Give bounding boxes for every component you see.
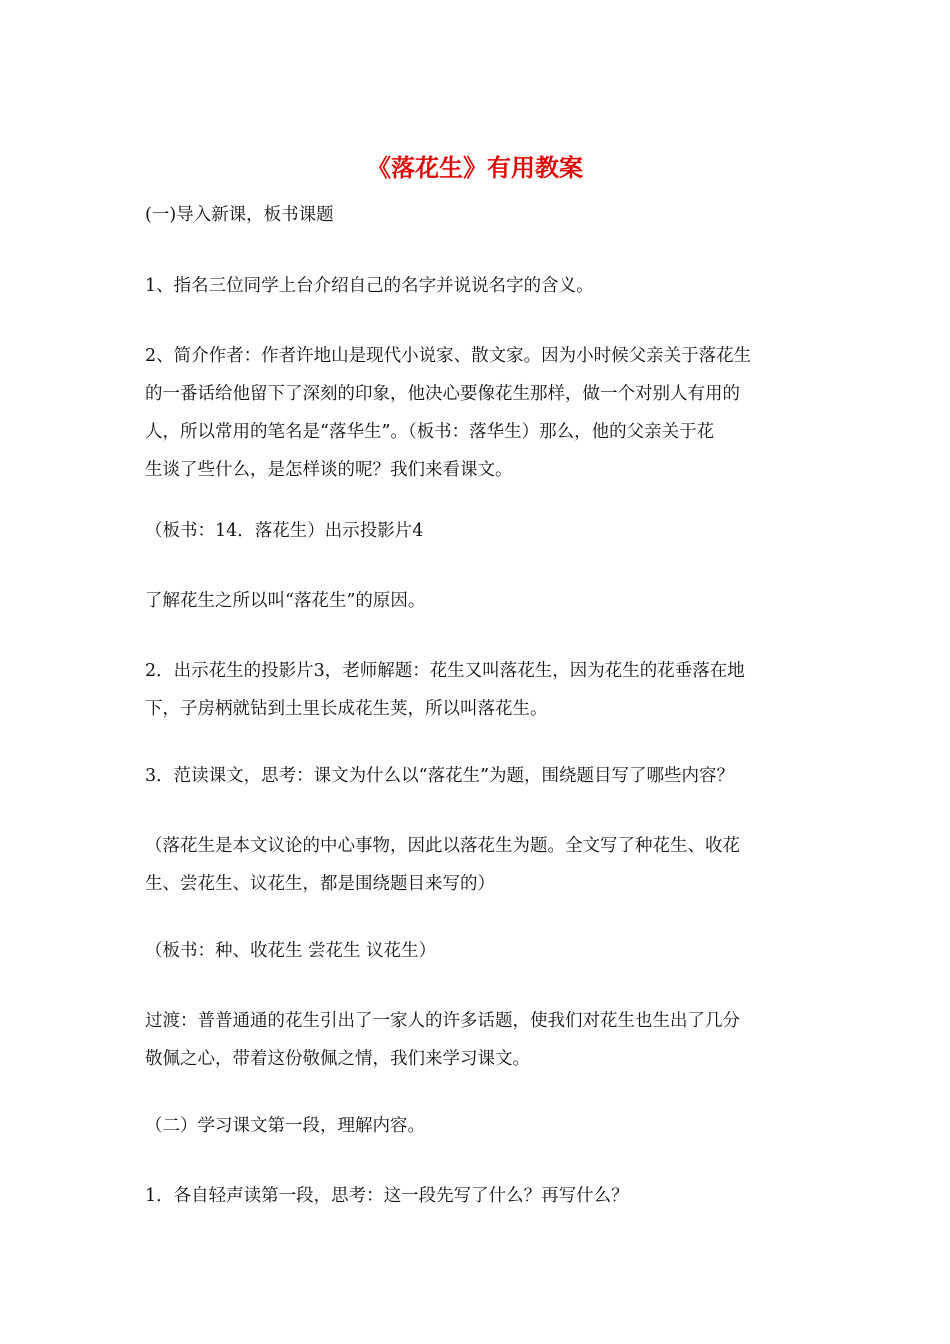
paragraph-section-two-item-1 — [145, 1177, 815, 1215]
paragraph-board-note — [145, 512, 815, 550]
paragraph-line: 2．出示花生的投影片3，老师解题：花生又叫落花生，因为花生的花垂落在地 — [145, 661, 745, 681]
paragraph-line: 人，所以常用的笔名是“落华生”。（板书：落华生）那么，他的父亲关于花 — [145, 422, 715, 442]
paragraph-answer — [145, 827, 815, 903]
paragraph-read-think — [145, 757, 815, 795]
paragraph-section-two-heading — [145, 1107, 815, 1145]
paragraph-reason — [145, 582, 815, 620]
paragraph-line: （二）学习课文第一段，理解内容。 — [145, 1116, 425, 1136]
paragraph-transition — [145, 1002, 815, 1078]
paragraph-line: 1、指名三位同学上台介绍自己的名字并说说名字的含义。 — [145, 276, 594, 296]
paragraph-line: 1．各自轻声读第一段，思考：这一段先写了什么？再写什么？ — [145, 1186, 629, 1206]
paragraph-line: 的一番话给他留下了深刻的印象，他决心要像花生那样，做一个对别人有用的 — [145, 384, 740, 404]
paragraph-intro-heading — [145, 196, 815, 234]
paragraph-line: 生谈了些什么，是怎样谈的呢？我们来看课文。 — [145, 460, 513, 480]
paragraph-item-1 — [145, 267, 815, 305]
paragraph-board-structure — [145, 932, 815, 970]
paragraph-author-intro — [145, 337, 815, 489]
document-title: 《落花生》有用教案 — [367, 153, 583, 182]
paragraph-line: 下，子房柄就钻到土里长成花生荚，所以叫落花生。 — [145, 699, 548, 719]
paragraph-line: 了解花生之所以叫“落花生”的原因。 — [145, 591, 426, 611]
paragraph-line: （板书：种、收花生 尝花生 议花生） — [145, 941, 437, 961]
paragraph-line: （板书：14．落花生）出示投影片4 — [145, 521, 424, 541]
paragraph-line: 2、简介作者：作者许地山是现代小说家、散文家。因为小时候父亲关于落花生 — [145, 346, 752, 366]
paragraph-line: 敬佩之心，带着这份敬佩之情，我们来学习课文。 — [145, 1049, 530, 1069]
paragraph-line: 生、尝花生、议花生，都是围绕题目来写的） — [145, 874, 495, 894]
paragraph-line: 过渡：普普通通的花生引出了一家人的许多话题，使我们对花生也生出了几分 — [145, 1011, 740, 1031]
paragraph-line: (一)导入新课，板书课题 — [145, 205, 334, 225]
paragraph-line: （落花生是本文议论的中心事物，因此以落花生为题。全文写了种花生、收花 — [145, 836, 740, 856]
paragraph-line: 3．范读课文，思考：课文为什么以“落花生”为题，围绕题目写了哪些内容？ — [145, 766, 735, 786]
paragraph-explain-title — [145, 652, 815, 728]
